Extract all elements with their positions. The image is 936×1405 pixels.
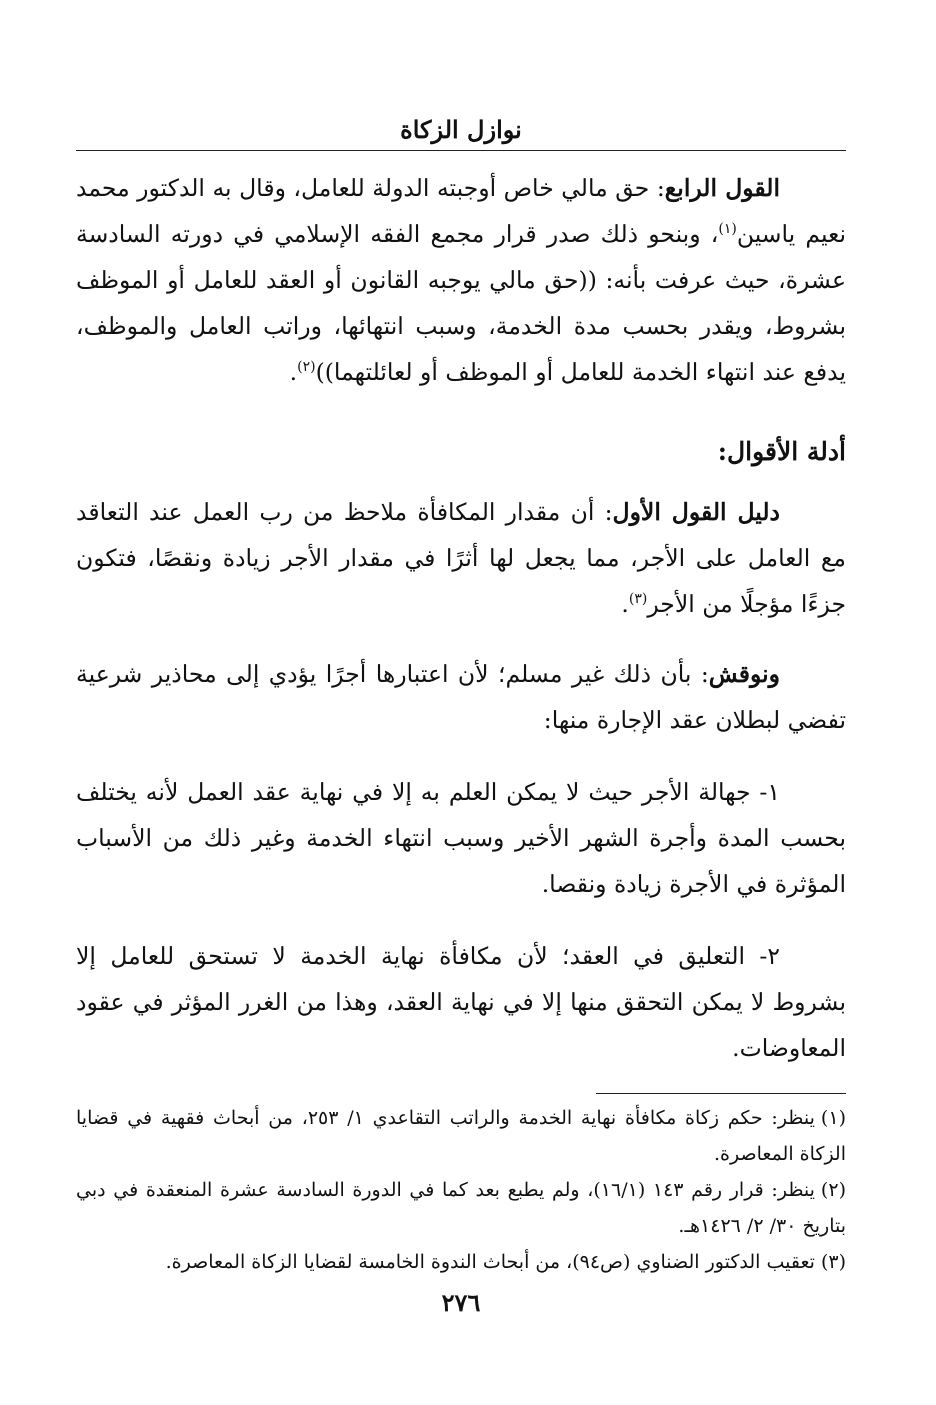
footnote-marker-3[interactable]: (٣) — [628, 591, 648, 608]
footnote-text: تعقيب الدكتور الضناوي (ص٩٤)، من أبحاث الندوة الخامسة لقضايا الزكاة المعاصرة. — [165, 1251, 815, 1273]
running-header-title: نوازل الزكاة — [400, 115, 522, 144]
footnote-text: ينظر: حكم زكاة مكافأة نهاية الخدمة والراتب التقاعدي ١/ ٢٥٣، من أبحاث فقهية في قضايا الزكاة المعاصرة. — [76, 1107, 846, 1165]
paragraph-end: . — [621, 590, 629, 618]
footnote-3 — [76, 1244, 846, 1280]
footnote-1 — [76, 1100, 846, 1172]
term-separator: : — [594, 498, 613, 526]
header-divider — [76, 150, 846, 151]
footnote-number: (٣) — [820, 1251, 846, 1273]
footnotes — [76, 1100, 846, 1280]
footnote-divider — [596, 1093, 846, 1094]
footnote-marker-1[interactable]: (١) — [718, 221, 737, 238]
paragraph-point-1: ١- جهالة الأجر حيث لا يمكن العلم به إلا في نهاية عقد العمل لأنه يختلف بحسب المدة وأجرة الشهر الأخير وسبب انتهاء الخدمة وغير ذلك من الأسباب المؤثرة في الأجرة زيادة ونقصا. — [76, 778, 846, 898]
term-fourth-opinion: القول الرابع — [664, 174, 780, 202]
paragraph-text: حق مالي خاص أوجبته الدولة للعامل، وقال به الدكتور محمد نعيم ياسين — [76, 174, 846, 248]
paragraph-end: . — [289, 358, 298, 386]
paragraph-text: أن مقدار المكافأة ملاحظ من رب العمل عند التعاقد مع العامل على الأجر، مما يجعل لها أثرًا في مقدار الأجر زيادة ونقصًا، فتكون جزءًا مؤجلًا من الأجر — [76, 498, 846, 618]
footnote-2 — [76, 1172, 846, 1244]
paragraph-first-opinion-evidence — [76, 489, 846, 627]
section-heading-evidence: أدلة الأقوال: — [717, 437, 846, 466]
term-first-opinion-evidence: دليل القول الأول — [612, 498, 780, 526]
footnote-marker-2[interactable]: (٢) — [297, 359, 316, 376]
footnote-number: (١) — [820, 1107, 846, 1129]
footnote-number: (٢) — [820, 1179, 846, 1201]
book-page — [76, 112, 846, 1342]
paragraph-discussion — [76, 651, 846, 743]
paragraph-fourth-opinion — [76, 165, 846, 395]
page-number: ٢٧٦ — [441, 1288, 481, 1317]
paragraph-text: بأن ذلك غير مسلم؛ لأن اعتبارها أجرًا يؤدي إلى محاذير شرعية تفضي لبطلان عقد الإجارة منها: — [76, 660, 846, 734]
term-separator: : — [691, 660, 709, 688]
footnote-divider-wrap — [76, 1071, 846, 1094]
term-discussion: ونوقش — [708, 660, 780, 688]
main-text — [76, 165, 846, 1071]
footnote-text: ينظر: قرار رقم ١٤٣ (١٦/١)، ولم يطبع بعد كما في الدورة السادسة عشرة المنعقدة في دبي بتاريخ ٣٠/ ٢/ ١٤٢٦هـ. — [76, 1179, 846, 1237]
paragraph-text: ، وبنحو ذلك صدر قرار مجمع الفقه الإسلامي في دورته السادسة عشرة، حيث عرفت بأنه: ((حق مالي يوجبه القانون أو العقد للعامل أو الموظف بشروط، ويقدر بحسب مدة الخدمة، وسبب انتهائها، وراتب العامل والموظف، يدفع عند انتهاء الخدمة للعامل أو الموظف أو لعائلتهما)) — [76, 220, 846, 386]
term-separator: : — [649, 174, 665, 202]
paragraph-point-2: ٢- التعليق في العقد؛ لأن مكافأة نهاية الخدمة لا تستحق للعامل إلا بشروط لا يمكن التحقق منها إلا في نهاية العقد، وهذا من الغرر المؤثر في عقود المعاوضات. — [76, 942, 846, 1062]
